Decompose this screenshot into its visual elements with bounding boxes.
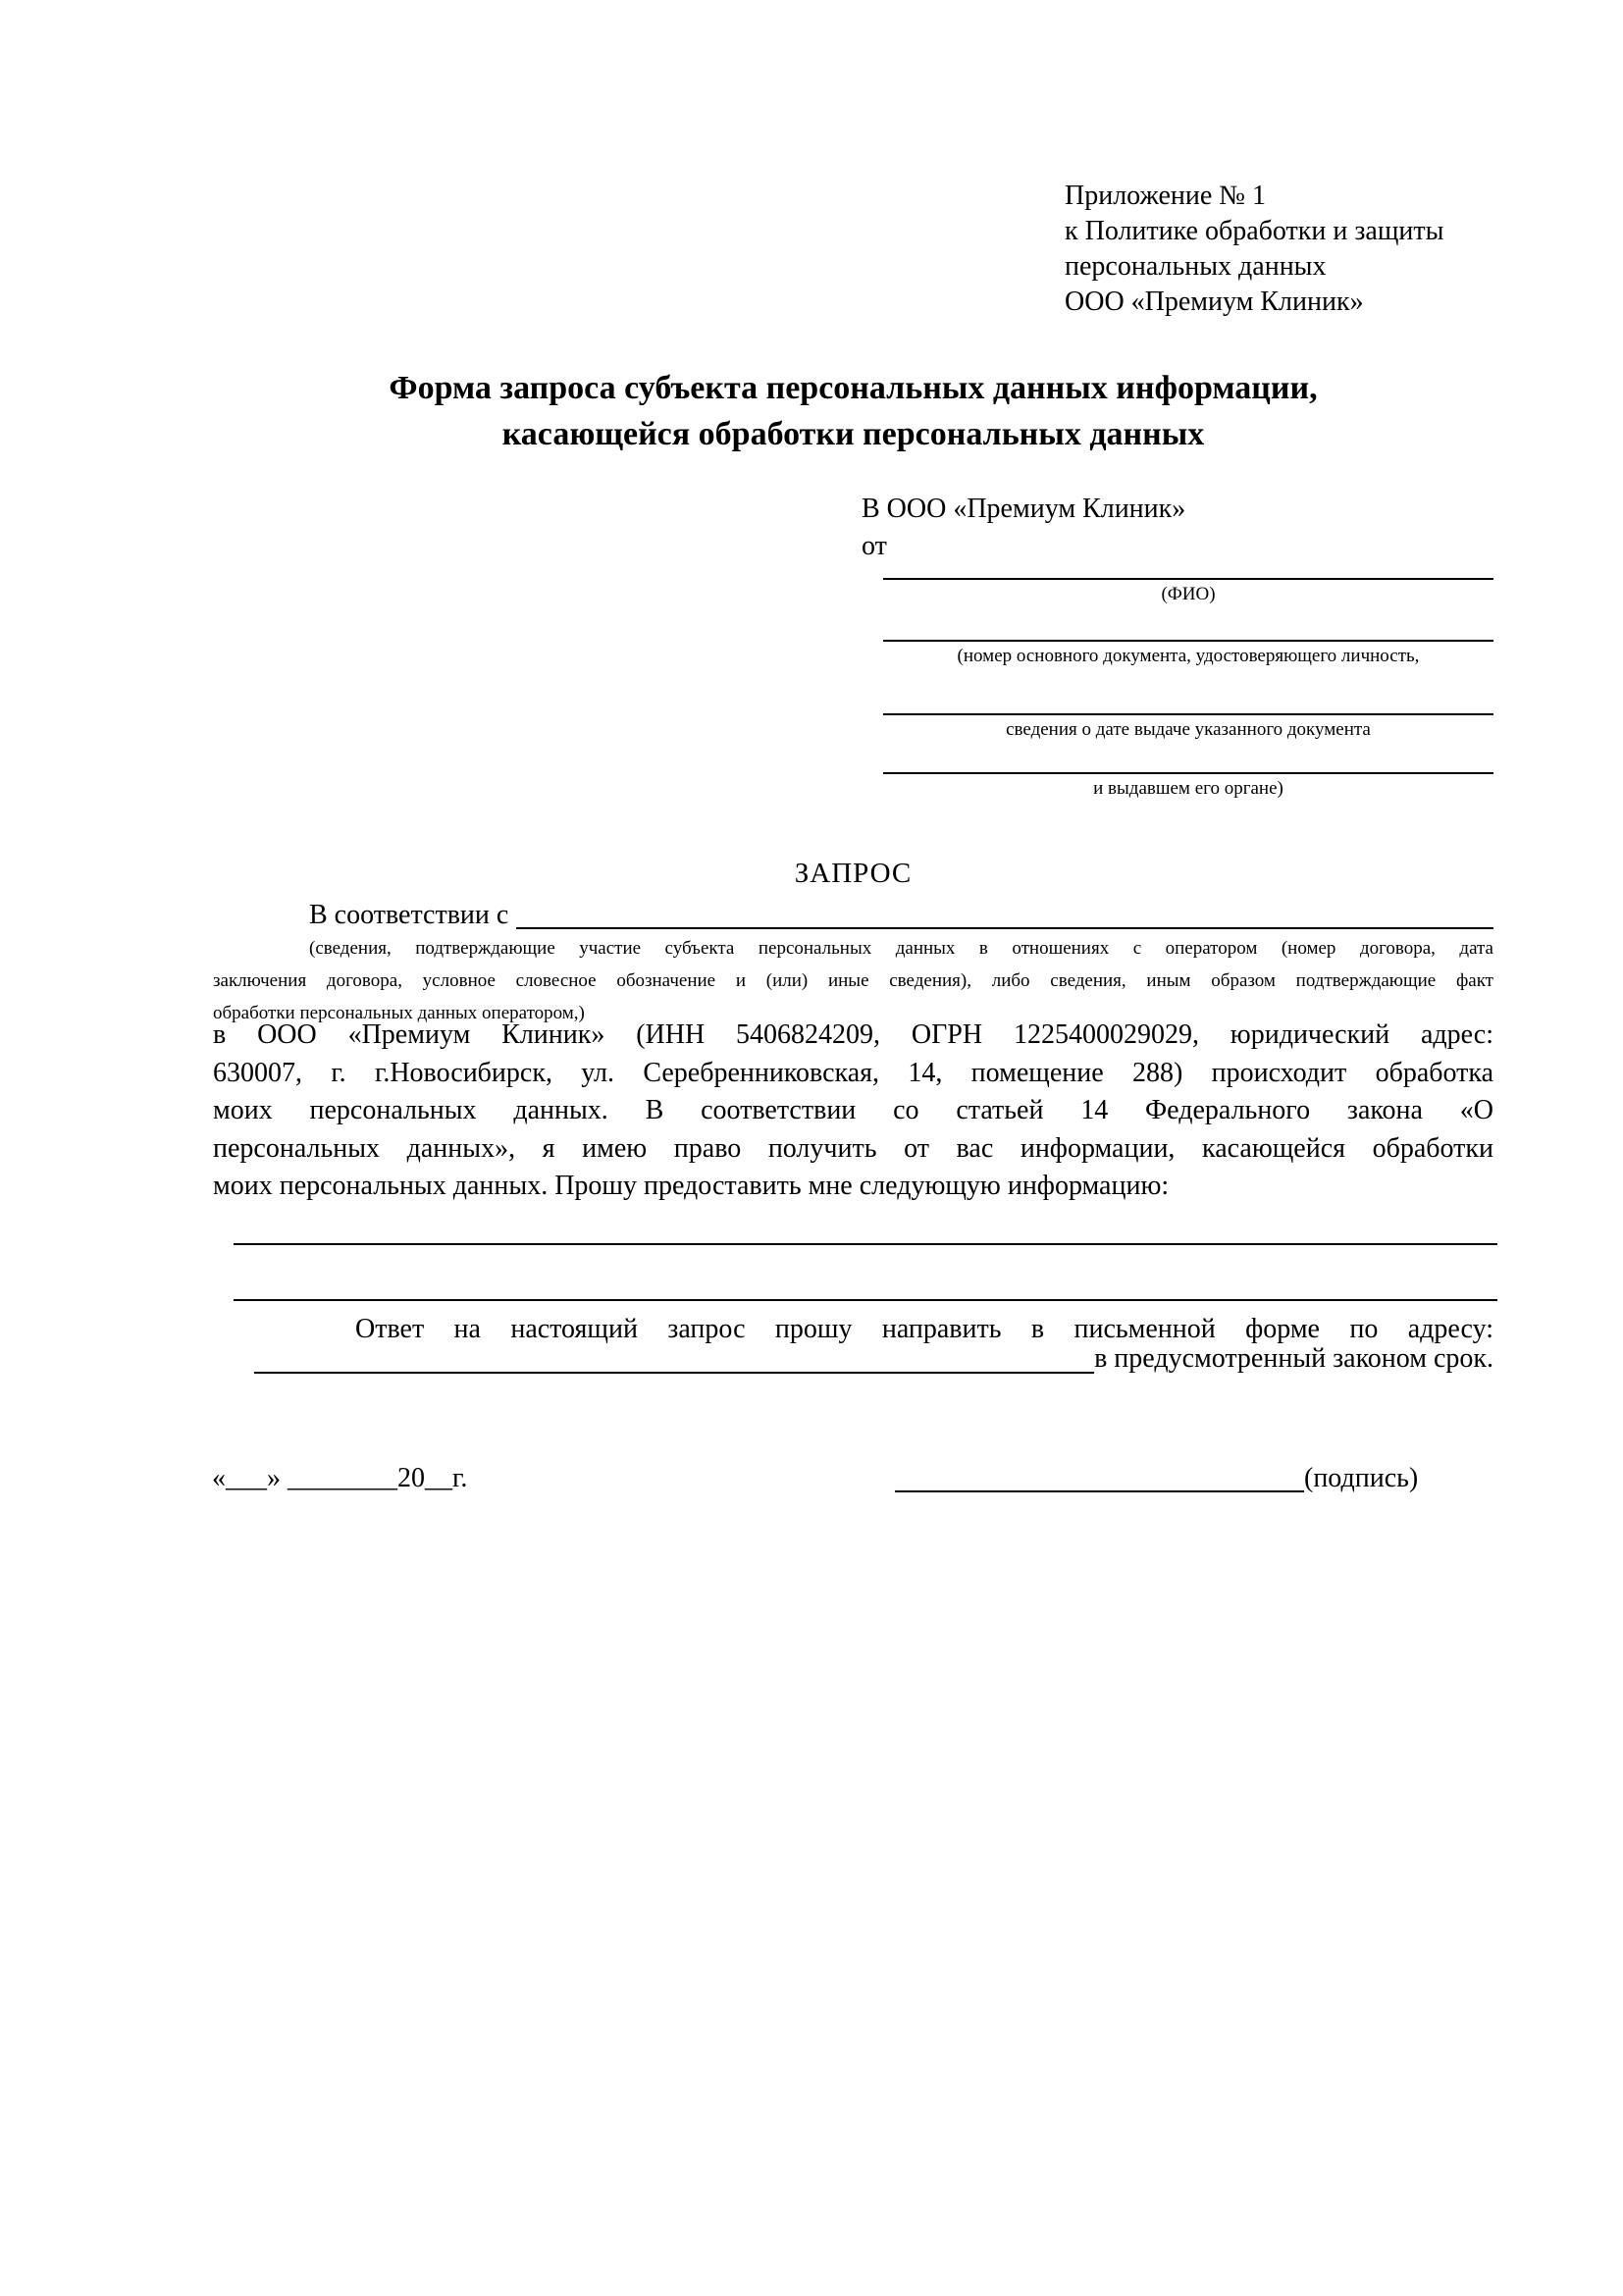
appendix-block	[1065, 179, 1516, 320]
intro-prefix: В соответствии с	[309, 900, 509, 930]
issuing-authority-caption: и выдавшем его органе)	[1093, 778, 1283, 799]
reply-instruction: Ответ на настоящий запрос прошу направить в письменной форме по адресу:	[355, 1314, 1493, 1344]
signature-blank-line	[895, 1460, 1304, 1492]
intro-blank-line	[516, 897, 1493, 929]
document-title-line-1: Форма запроса субъекта персональных данных информации,	[389, 370, 1318, 406]
request-body-line-5: моих персональных данных. Прошу предоставить мне следующую информацию:	[213, 1171, 1170, 1201]
request-body-line-1: в ООО «Премиум Клиник» (ИНН 5406824209, ОГРН 1225400029029, юридический адрес:	[213, 1019, 1493, 1050]
address-blank-line	[254, 1340, 1094, 1374]
intro-line	[213, 897, 1493, 934]
document-title	[213, 365, 1493, 457]
field-document-number	[883, 640, 1493, 668]
document-title-line-2: касающейся обработки персональных данных	[501, 416, 1205, 452]
issuing-authority-blank-line	[883, 772, 1493, 774]
reply-address-line	[213, 1340, 1493, 1378]
fio-caption: (ФИО)	[1161, 584, 1216, 604]
field-issuing-authority	[883, 772, 1493, 801]
request-body-line-3: моих персональных данных. В соответствии со статьей 14 Федерального закона «О	[213, 1095, 1493, 1125]
appendix-line-2: к Политике обработки и защиты	[1065, 216, 1444, 246]
intro-note-line-2: заключения договора, условное словесное обозначение и (или) иные сведения), либо сведения, иным образом подтверждающие факт	[213, 970, 1493, 991]
intro-note	[213, 932, 1493, 1029]
request-body-line-2: 630007, г. г.Новосибирск, ул. Серебренниковская, 14, помещение 288) происходит обработка	[213, 1057, 1493, 1088]
signature-caption: (подпись)	[1304, 1463, 1419, 1493]
request-body-line-4: персональных данных», я имею право получить от вас информации, касающейся обработки	[213, 1132, 1493, 1164]
appendix-line-3: персональных данных	[1065, 251, 1327, 282]
appendix-line-4: ООО «Премиум Клиник»	[1065, 287, 1364, 317]
field-issue-date	[883, 713, 1493, 742]
request-body	[213, 1017, 1493, 1206]
date-blank: «___» ________20__г.	[212, 1463, 468, 1493]
signature-block	[895, 1460, 1418, 1497]
field-fio	[883, 578, 1493, 606]
intro-note-line-3: обработки персональных данных оператором,)	[213, 1003, 585, 1023]
issue-date-caption: сведения о дате выдаче указанного документа	[1006, 719, 1371, 740]
information-blank-line-2	[234, 1299, 1497, 1301]
recipient-organization: В ООО «Премиум Клиник»	[862, 494, 1186, 524]
document-number-blank-line	[883, 640, 1493, 642]
request-heading: ЗАПРОС	[794, 858, 913, 889]
from-label: от	[862, 531, 887, 561]
fio-blank-line	[883, 578, 1493, 580]
information-blank-line-1	[234, 1243, 1497, 1245]
appendix-line-1: Приложение № 1	[1065, 181, 1266, 211]
document-number-caption: (номер основного документа, удостоверяющего личность,	[957, 646, 1420, 666]
issue-date-blank-line	[883, 713, 1493, 715]
reply-instruction-suffix: в предусмотренный законом срок.	[1094, 1343, 1493, 1374]
intro-note-line-1: (сведения, подтверждающие участие субъекта персональных данных в отношениях с оператором (номер договора, дата	[309, 938, 1493, 959]
